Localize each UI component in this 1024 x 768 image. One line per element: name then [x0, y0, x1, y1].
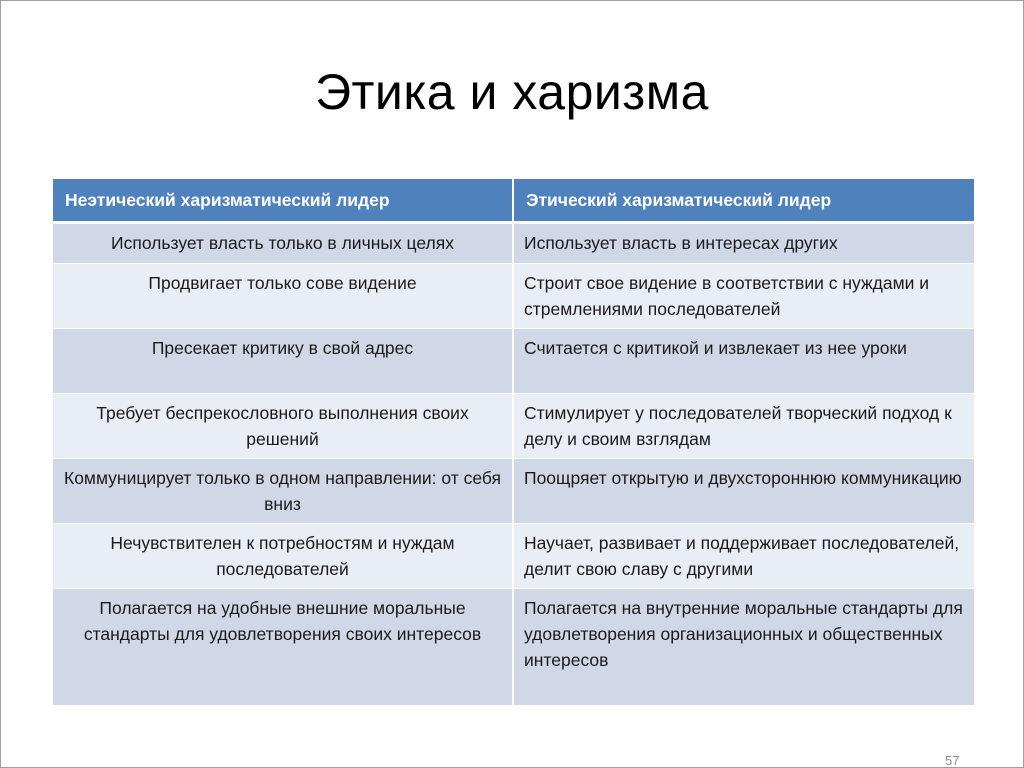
table-cell-ethical: Строит свое видение в соответствии с нуждами и стремлениями последователей [513, 264, 974, 329]
table-row [53, 329, 974, 394]
page-number: 57 [945, 753, 960, 768]
table-row [53, 589, 974, 706]
table-row [53, 264, 974, 329]
table-row [53, 223, 974, 264]
table-cell-ethical: Использует власть в интересах других [513, 223, 974, 264]
table-row [53, 524, 974, 589]
table-cell-ethical: Научает, развивает и поддерживает последователей, делит свою славу с другими [513, 524, 974, 589]
comparison-table [53, 179, 974, 705]
table-cell-unethical: Коммуницирует только в одном направлении: от себя вниз [53, 459, 513, 524]
table-cell-unethical: Нечувствителен к потребностям и нуждам последователей [53, 524, 513, 589]
table-cell-ethical: Полагается на внутренние моральные стандарты для удовлетворения организационных и общественных интересов [513, 589, 974, 706]
table-cell-ethical: Поощряет открытую и двухстороннюю коммуникацию [513, 459, 974, 524]
table-cell-ethical: Стимулирует у последователей творческий подход к делу и своим взглядам [513, 394, 974, 459]
table-cell-unethical: Полагается на удобные внешние моральные стандарты для удовлетворения своих интересов [53, 589, 513, 706]
table-row [53, 394, 974, 459]
table-row [53, 459, 974, 524]
table-cell-unethical: Пресекает критику в свой адрес [53, 329, 513, 394]
table-cell-unethical: Использует власть только в личных целях [53, 223, 513, 264]
header-unethical-leader: Неэтический харизматический лидер [53, 179, 513, 223]
table-cell-ethical: Считается с критикой и извлекает из нее уроки [513, 329, 974, 394]
table-cell-unethical: Продвигает только сове видение [53, 264, 513, 329]
table-header-row [53, 179, 974, 223]
table-cell-unethical: Требует беспрекословного выполнения своих решений [53, 394, 513, 459]
slide-title: Этика и харизма [315, 64, 709, 120]
header-ethical-leader: Этический харизматический лидер [513, 179, 974, 223]
